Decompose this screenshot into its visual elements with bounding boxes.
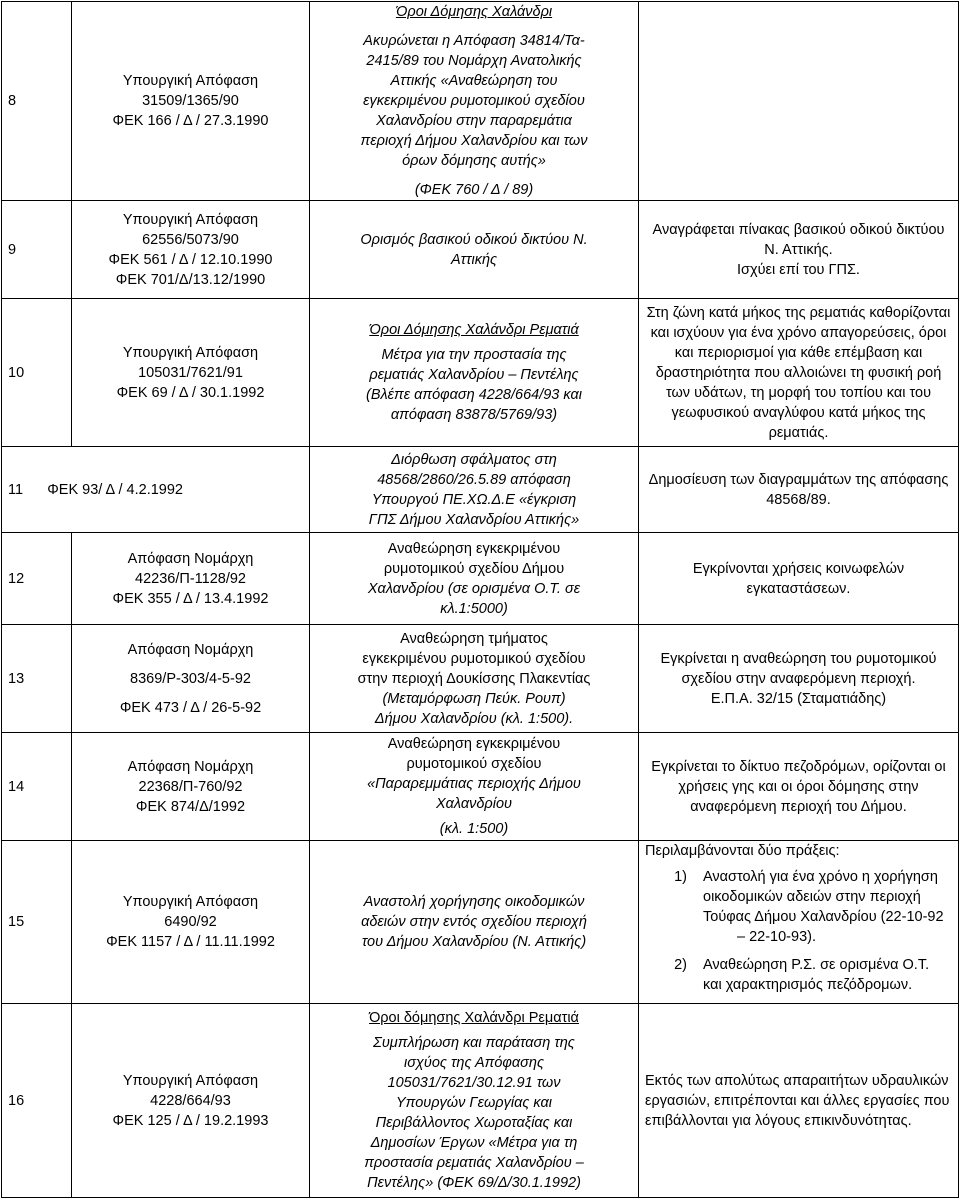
act-reference: Απόφαση Νομάρχη 42236/Π-1128/92 ΦΕΚ 355 / Δ / 13.4.1992	[72, 533, 310, 625]
list-item: 2) Αναθεώρηση Ρ.Σ. σε ορισμένα Ο.Τ. και χαρακτηρισμός πεζόδρομων.	[674, 957, 930, 993]
act-reference: Υπουργική Απόφαση 6490/92 ΦΕΚ 1157 / Δ / 11.11.1992	[72, 841, 310, 1004]
act-notes: Εγκρίνεται η αναθεώρηση του ρυμοτομικού σχεδίου στην αναφερόμενη περιοχή. Ε.Π.Α. 32/15 (Σταματιάδης)	[639, 625, 959, 733]
act-subject: Αναστολή χορήγησης οικοδομικών αδειών στην εντός σχεδίου περιοχή του Δήμου Χαλανδρίου (Ν. Αττικής)	[310, 841, 639, 1004]
row-number: 16	[2, 1004, 72, 1198]
table-row	[2, 201, 959, 299]
regulations-table	[1, 1, 959, 1198]
act-subject: Αναθεώρηση εγκεκριμένου ρυμοτομικού σχεδίου «Παραρεμμάτιας περιοχής Δήμου Χαλανδρίου (κλ. 1:500)	[310, 733, 639, 841]
table-row	[2, 1004, 959, 1198]
table-row	[2, 533, 959, 625]
act-subject: Όροι Δόμησης Χαλάνδρι Ρεματιά Μέτρα για την προστασία της ρεματιάς Χαλανδρίου – Πεντέλης (Βλέπε απόφαση 4228/664/93 και απόφαση 83878/5769/93)	[310, 299, 639, 447]
act-reference: Υπουργική Απόφαση 4228/664/93 ΦΕΚ 125 / Δ / 19.2.1993	[72, 1004, 310, 1198]
table-row	[2, 2, 959, 201]
act-reference: 11 ΦΕΚ 93/ Δ / 4.2.1992	[2, 447, 310, 533]
act-subject: Όροι δόμησης Χαλάνδρι Ρεματιά Συμπλήρωση και παράταση της ισχύος της Απόφασης 105031/7621/30.12.91 των Υπουργών Γεωργίας και Περιβάλλοντος Χωροταξίας και Δημοσίων Έργων «Μέτρα για τη προστασία ρεματιάς Χαλανδρίου – Πεντέλης» (ΦΕΚ 69/Δ/30.1.1992)	[310, 1004, 639, 1198]
act-notes: Δημοσίευση των διαγραμμάτων της απόφασης 48568/89.	[639, 447, 959, 533]
table-row	[2, 299, 959, 447]
act-notes: Εγκρίνεται το δίκτυο πεζοδρόμων, ορίζονται οι χρήσεις γης και οι όροι δόμησης στην αναφερόμενη περιοχή του Δήμου.	[639, 733, 959, 841]
act-reference: Απόφαση Νομάρχη 22368/Π-760/92 ΦΕΚ 874/Δ/1992	[72, 733, 310, 841]
row-number: 15	[2, 841, 72, 1004]
act-notes: Εκτός των απολύτως απαραιτήτων υδραυλικών εργασιών, επιτρέπονται και άλλες εργασίες που επιβάλλονται για λόγους επικινδυνότητας.	[639, 1004, 959, 1198]
row-number: 9	[2, 201, 72, 299]
row-number: 13	[2, 625, 72, 733]
row-number: 14	[2, 733, 72, 841]
act-notes: Αναγράφεται πίνακας βασικού οδικού δικτύου Ν. Αττικής. Ισχύει επί του ΓΠΣ.	[639, 201, 959, 299]
row-number: 10	[2, 299, 72, 447]
act-subject: Διόρθωση σφάλματος στη 48568/2860/26.5.89 απόφαση Υπουργού ΠΕ.ΧΩ.Δ.Ε «έγκριση ΓΠΣ Δήμου Χαλανδρίου Αττικής»	[310, 447, 639, 533]
act-subject: Αναθεώρηση τμήματος εγκεκριμένου ρυμοτομικού σχεδίου στην περιοχή Δουκίσσης Πλακεντίας (Μεταμόρφωση Πεύκ. Ρουπ) Δήμου Χαλανδρίου (κλ. 1:500).	[310, 625, 639, 733]
table-row	[2, 625, 959, 733]
list-item: 1) Αναστολή για ένα χρόνο η χορήγηση οικοδομικών αδειών στην περιοχή Τούφας Δήμου Χαλανδρίου (22-10-92 – 22-10-93).	[674, 869, 944, 945]
act-reference: Υπουργική Απόφαση 31509/1365/90 ΦΕΚ 166 / Δ / 27.3.1990	[72, 2, 310, 201]
row-number: 11	[8, 481, 24, 498]
acts-list	[645, 867, 952, 995]
row-number: 12	[2, 533, 72, 625]
act-subject: Αναθεώρηση εγκεκριμένου ρυμοτομικού σχεδίου Δήμου Χαλανδρίου (σε ορισμένα Ο.Τ. σε κλ.1:5000)	[310, 533, 639, 625]
act-reference: Υπουργική Απόφαση 62556/5073/90 ΦΕΚ 561 / Δ / 12.10.1990 ΦΕΚ 701/Δ/13.12/1990	[72, 201, 310, 299]
act-subject: Όροι Δόμησης Χαλάνδρι Ακυρώνεται η Απόφαση 34814/Τα- 2415/89 του Νομάρχη Ανατολικής Αττικής «Αναθεώρηση του εγκεκριμένου ρυμοτομικού σχεδίου Χαλανδρίου στην παραρεμάτια περιοχή Δήμου Χαλανδρίου και των όρων δόμησης αυτής» (ΦΕΚ 760 / Δ / 89)	[310, 2, 639, 201]
table-row	[2, 841, 959, 1004]
act-subject: Ορισμός βασικού οδικού δικτύου Ν. Αττικής	[310, 201, 639, 299]
act-notes	[639, 2, 959, 201]
act-notes: Στη ζώνη κατά μήκος της ρεματιάς καθορίζονται και ισχύουν για ένα χρόνο απαγορεύσεις, όροι και περιορισμοί για κάθε επέμβαση και δραστηριότητα που αλλοιώνει τη φυσική ροή των υδάτων, τη μορφή του τοπίου και του γεωφυσικού αναγλύφου κατά μήκος της ρεματιάς.	[639, 299, 959, 447]
act-reference: Απόφαση Νομάρχη 8369/Ρ-303/4-5-92 ΦΕΚ 473 / Δ / 26-5-92	[72, 625, 310, 733]
act-reference: Υπουργική Απόφαση 105031/7621/91 ΦΕΚ 69 / Δ / 30.1.1992	[72, 299, 310, 447]
row-number: 8	[2, 2, 72, 201]
table-row	[2, 447, 959, 533]
table-row	[2, 733, 959, 841]
act-notes: Περιλαμβάνονται δύο πράξεις: 1) Αναστολή για ένα χρόνο η χορήγηση οικοδομικών αδειών στην περιοχή Τούφας Δήμου Χαλανδρίου (22-10-92 – 22-10-93). 2) Αναθεώρηση Ρ.Σ. σε ορισμένα Ο.Τ. και χαρακτηρισμός πεζόδρομων.	[639, 841, 959, 1004]
act-notes: Εγκρίνονται χρήσεις κοινωφελών εγκαταστάσεων.	[639, 533, 959, 625]
